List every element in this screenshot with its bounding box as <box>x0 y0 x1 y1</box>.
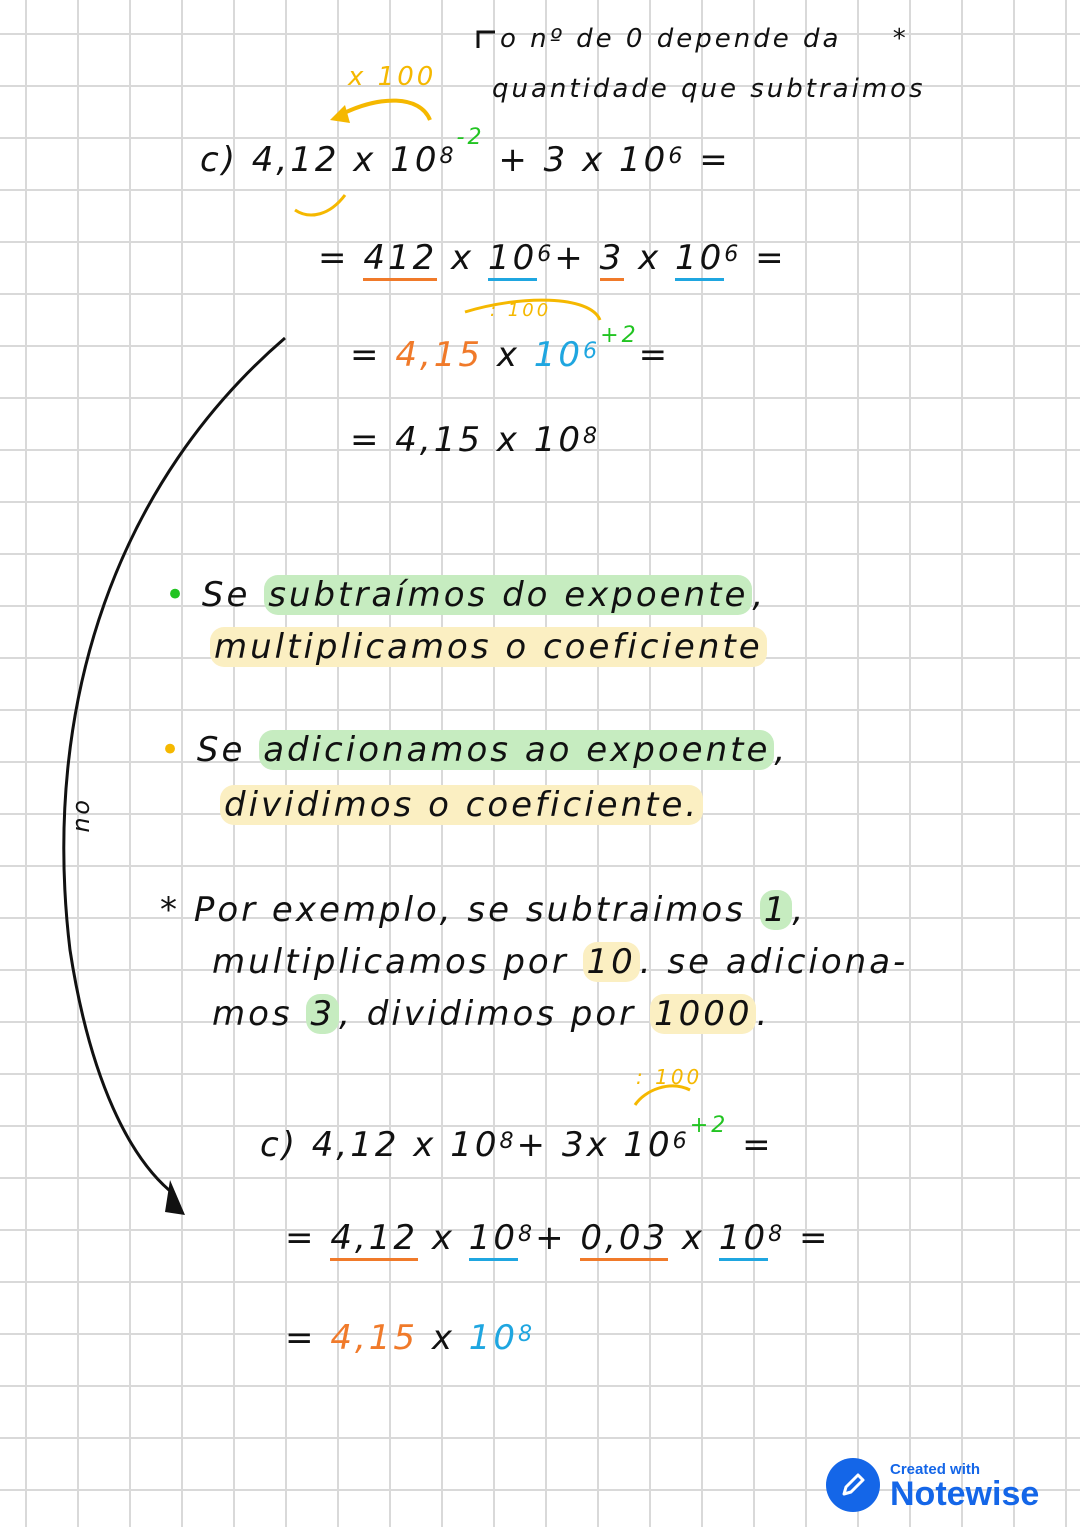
div-annotation: : 100 <box>490 300 552 321</box>
example-line1: * Por exemplo, se subtraimos 1 , <box>160 890 807 930</box>
ex2-line2: = 4,12 x $10^8+ 0,03$ x $10^8$ = <box>285 1218 831 1258</box>
div-annotation-2: : 100 <box>636 1065 703 1089</box>
arrow-label: ou <box>70 800 98 836</box>
side-note-line1: o nº de 0 depende da * <box>500 24 909 54</box>
created-with-label: Created with <box>890 1460 981 1478</box>
rule-1-cont: multiplicamos o coeficiente <box>210 627 767 667</box>
side-note-line2: quantidade que subtraimos <box>492 74 926 104</box>
rule-2: • Se adicionamos ao expoente , <box>160 730 789 770</box>
ex2-line1: c) 4,12 x $10^8+ 3x$ $10^{6+2}$ = <box>260 1111 774 1165</box>
ex1-line4: = 4,15 x $10^8$ <box>350 420 601 460</box>
rule-2-cont: dividimos o coeficiente. <box>220 785 703 825</box>
factor-annotation: x 100 <box>348 62 437 92</box>
brand-name: Notewise <box>890 1474 1040 1513</box>
pencil-icon <box>826 1458 880 1512</box>
ex1-line3: = 4,15 x $10^{6+2}=$ <box>350 321 671 375</box>
notewise-logo <box>826 1458 1039 1512</box>
ex2-line3: = 4,15 x $10^8$ <box>285 1318 536 1358</box>
example-line2: multiplicamos por 10 . se adiciona- <box>212 942 909 982</box>
arrow-head-icon <box>165 1180 185 1215</box>
ex1-line1: c) 4,12 x $10^{8-2} + 3$ x $10^6$ = <box>200 124 731 180</box>
rule-1: • Se subtraímos do expoente , <box>165 575 767 615</box>
ex1-line2: = 412 x $10^6+ 3$ x $10^6$ = <box>318 238 787 278</box>
example-line3: mos 3 , dividimos por 1000 . <box>212 994 771 1034</box>
